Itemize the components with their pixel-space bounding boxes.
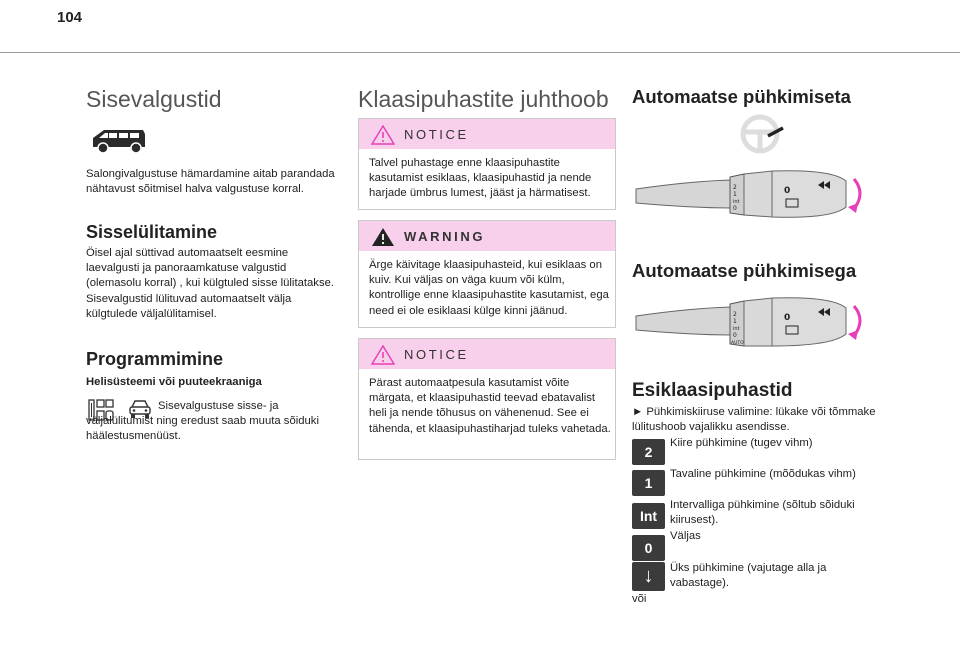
svg-text:2: 2	[733, 184, 737, 191]
programming-subtitle: Helisüsteemi või puuteekraaniga	[86, 376, 262, 388]
notice-text-carwash: Pärast automaatpesula kasutamist võite märgata, et klaasipuhastid teevad ebatavalist heli ja nende tõhusus on vähenenud. See ei tähenda, et klaasipuhastiharjad tuleks vahetada.	[369, 377, 611, 435]
off-text: Väljas	[670, 530, 701, 542]
notice-icon	[371, 125, 395, 145]
wiper-stalk-auto-illustration	[632, 290, 872, 360]
switch-on-text: Öisel ajal süttivad automaatselt eesmine laevalgusti ja panoraamkatuse valgustid (olemasolu korral) , kui külgtuled sisse lülitatakse. Sisevalgustid lülituvad automaatselt välja külgtulede väljalülitamisel.	[86, 247, 335, 320]
svg-text:0: 0	[784, 313, 791, 323]
programming-text: Sisevalgustuse sisse- ja väljalülitumist ning eredust saab muuta sõiduki häälestusmenüüst.	[86, 400, 319, 443]
warning-box	[358, 220, 616, 328]
svg-text:0: 0	[784, 186, 791, 196]
notice-box-header	[359, 119, 615, 149]
page-number: 104	[57, 9, 83, 26]
wiper-stalk-manual-illustration	[632, 163, 872, 233]
warning-box-header	[359, 221, 615, 251]
svg-text:int: int	[733, 199, 740, 205]
section-title-switch-on: Sisselülitamine	[86, 222, 218, 242]
notice-label: NOTICE	[404, 127, 469, 142]
single-wipe-arrow-icon: ↓	[632, 562, 665, 591]
interval-wipe-text: Intervalliga pühkimine (sõltub sõiduki kiirusest).	[670, 499, 855, 527]
svg-text:AUTO: AUTO	[731, 341, 744, 346]
notice-box-winter	[358, 118, 616, 210]
svg-text:int: int	[733, 326, 740, 332]
notice-box-header	[359, 339, 615, 369]
svg-text:2: 2	[733, 311, 737, 318]
warning-label: WARNING	[404, 229, 486, 244]
section-title-programming: Programmimine	[86, 349, 224, 369]
fast-wipe-icon: 2	[632, 439, 665, 465]
notice-box-carwash	[358, 338, 616, 460]
section-title-front-wipers: Esiklaasipuhastid	[632, 380, 793, 401]
front-wipers-text: ► Pühkimiskiiruse valimine: lükake või tõmmake lülitushoob vajalikku asendisse.	[632, 406, 876, 434]
svg-text:0: 0	[733, 205, 737, 212]
interval-wipe-icon: Int	[632, 503, 665, 529]
fast-wipe-text: Kiire pühkimine (tugev vihm)	[670, 437, 813, 449]
section-title-with-auto-wipe: Automaatse pühkimisega	[632, 260, 857, 281]
header-divider	[0, 52, 960, 53]
notice-icon	[371, 345, 395, 365]
svg-text:1: 1	[733, 191, 737, 198]
single-wipe-text: Üks pühkimine (vajutage alla ja vabastage).	[670, 562, 827, 590]
off-icon: 0	[632, 535, 665, 561]
warning-text: Ärge käivitage klaasipuhasteid, kui esiklaas on kuiv. Kui väljas on väga kuum või külm, kontrollige enne klaasipuhastite kasutamist, ega need ei ole esiklaasi külge kinni jäänud.	[369, 259, 609, 317]
warning-icon	[371, 227, 395, 247]
interior-lights-intro: Salongivalgustuse hämardamine aitab parandada nähtavust sõitmisel halva valgustuse korral.	[86, 168, 335, 196]
section-title-interior-lights: Sisevalgustid	[86, 86, 222, 112]
steering-wheel-icon	[740, 114, 786, 154]
or-text: või	[632, 593, 647, 605]
van-icon	[90, 126, 148, 154]
notice-text-winter: Talvel puhastage enne klaasipuhastite kasutamist esiklaas, klaasipuhastid ja nende harjade ümbrus lumest, jääst ja härmatisest.	[369, 157, 592, 200]
normal-wipe-text: Tavaline pühkimine (mõõdukas vihm)	[670, 468, 856, 480]
section-title-wiper-stalk: Klaasipuhastite juhthoob	[358, 86, 609, 112]
notice-label: NOTICE	[404, 347, 469, 362]
normal-wipe-icon: 1	[632, 470, 665, 496]
svg-text:1: 1	[733, 318, 737, 325]
section-title-without-auto-wipe: Automaatse pühkimiseta	[632, 86, 851, 107]
svg-text:0: 0	[733, 332, 737, 339]
